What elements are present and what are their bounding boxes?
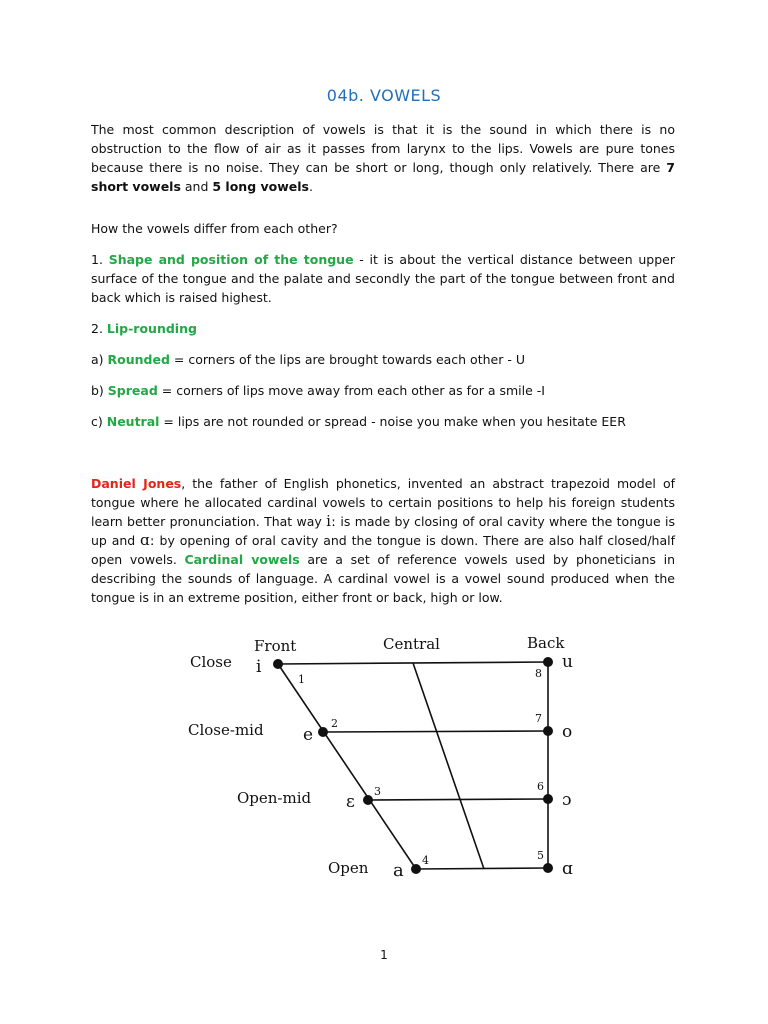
dot-open-mid-back: [543, 794, 553, 804]
jones-paragraph: Daniel Jones, the father of English phonetics, invented an abstract trapezoid model of tongue where he allocated cardinal vowels to certain positions to help his foreign students learn better pronunciation. That way iː is made by closing of oral cavity where the tongue is up and ɑː by opening of oral cavity and the tongue is down. There are also half closed/half open vowels. Cardinal vowels are a set of reference vowels used by phoneticians in describing the sounds of language. A cardinal vowel is a vowel sound produced when the tongue is in an extreme position, either front or back, high or low.: [91, 476, 676, 605]
long-vowels-count: 5 long vowels: [212, 179, 309, 194]
intro-paragraph: The most common description of vowels is that it is the sound in which there is no obstruction to the flow of air as it passes from larynx to the lips. Vowels are pure tones because there is no noise. They can be short or long, though only relatively. There are 7 short vowels and 5 long vowels.: [91, 122, 675, 194]
number-4: 4: [422, 854, 429, 867]
number-5: 5: [537, 849, 544, 862]
label-close: Close: [190, 653, 232, 671]
term-cardinal-vowels: Cardinal vowels: [184, 552, 300, 567]
label-front: Front: [254, 637, 297, 655]
dot-open-back: [543, 863, 553, 873]
dot-close-back: [543, 657, 553, 667]
dot-close-mid-front: [318, 727, 328, 737]
dot-close-mid-back: [543, 726, 553, 736]
number-1: 1: [298, 673, 305, 686]
label-open: Open: [328, 859, 369, 877]
term-neutral: Neutral: [106, 414, 160, 429]
vowel-script-a: ɑ: [562, 859, 573, 879]
dot-close-front: [273, 659, 283, 669]
vowel-i: i: [256, 657, 262, 677]
vowel-e: e: [303, 725, 314, 745]
point-1-heading: Shape and position of the tongue: [108, 252, 354, 267]
author-name: Daniel Jones: [91, 476, 182, 491]
list-item-neutral: c) Neutral = lips are not rounded or spread - noise you make when you hesitate EER: [91, 414, 626, 429]
point-1-paragraph: 1. Shape and position of the tongue - it is about the vertical distance between upper surface of the tongue and the palate and secondly the part of the tongue between front and back which is raised highest.: [91, 252, 675, 305]
question-text: How the vowels differ from each other?: [91, 221, 338, 236]
symbol-long-a: ɑː: [140, 531, 155, 549]
page-number: 1: [380, 948, 388, 962]
dot-open-mid-front: [363, 795, 373, 805]
point-2-paragraph: 2. Lip-rounding: [91, 321, 197, 336]
open-mid-line: [368, 799, 548, 800]
number-7: 7: [535, 712, 542, 725]
number-6: 6: [537, 780, 544, 793]
close-mid-line: [323, 731, 548, 732]
vowel-open-e: ɛ: [346, 792, 355, 812]
term-spread: Spread: [107, 383, 158, 398]
point-2-heading: Lip-rounding: [106, 321, 197, 336]
list-item-spread: b) Spread = corners of lips move away from each other as for a smile -I: [91, 383, 545, 398]
label-central: Central: [383, 635, 440, 653]
vowel-u: u: [562, 652, 573, 672]
symbol-long-i: iː: [326, 512, 337, 530]
vowel-a: a: [393, 860, 404, 881]
label-close-mid: Close-mid: [188, 721, 264, 739]
number-8: 8: [535, 667, 542, 680]
page-title: 04b. VOWELS: [326, 86, 442, 105]
label-back: Back: [527, 634, 565, 652]
number-3: 3: [374, 785, 381, 798]
central-line: [413, 663, 484, 869]
label-open-mid: Open-mid: [237, 789, 312, 807]
dot-open-front: [411, 864, 421, 874]
vowel-open-o: ɔ: [562, 790, 572, 810]
term-rounded: Rounded: [107, 352, 170, 367]
list-item-rounded: a) Rounded = corners of the lips are brought towards each other - U: [91, 352, 525, 367]
front-edge: [278, 664, 416, 869]
number-2: 2: [331, 717, 338, 730]
vowel-o: o: [562, 722, 573, 742]
short-vowels-count: 7 short vowels: [91, 160, 675, 194]
open-line: [416, 868, 548, 869]
